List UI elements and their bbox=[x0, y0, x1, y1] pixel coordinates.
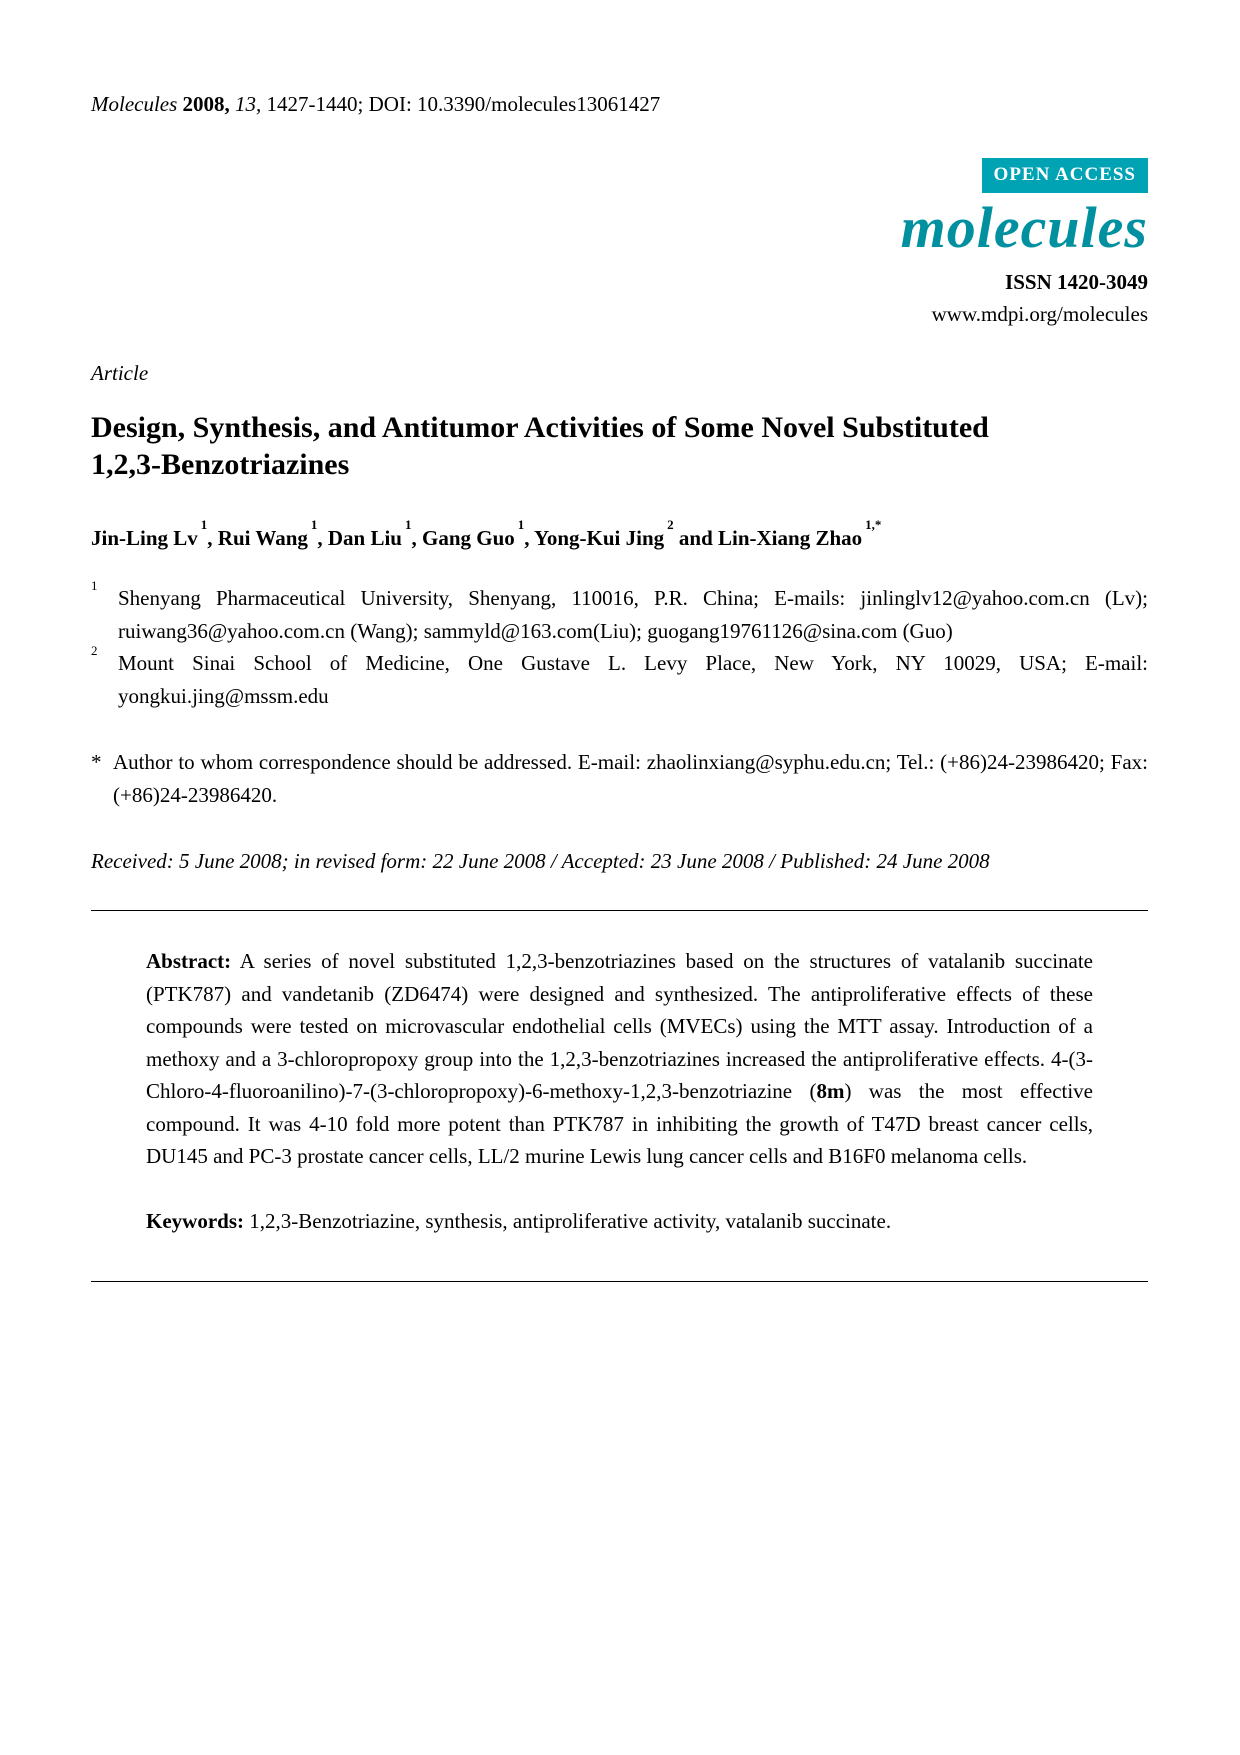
affiliation-text: Shenyang Pharmaceutical University, Shenyang, 110016, P.R. China; E-mails: jinlinglv12@yahoo.com.cn (Lv); ruiwang36@yahoo.com.cn (Wang); sammyld@163.com(Liu); guogang19761126@sina.com (Guo) bbox=[118, 586, 1148, 643]
journal-citation bbox=[91, 88, 1148, 121]
affiliation-marker-number: 2 bbox=[91, 643, 98, 659]
affiliation-marker bbox=[91, 643, 118, 712]
journal-logo: molecules bbox=[900, 194, 1148, 260]
compound-8m-bold: 8m bbox=[816, 1079, 845, 1104]
keywords-label: Keywords: bbox=[146, 1208, 244, 1233]
keywords-section bbox=[146, 1205, 1093, 1238]
abstract-label: Abstract: bbox=[146, 949, 232, 973]
author-name: Jin-Ling Lv bbox=[91, 525, 198, 550]
affiliation-item bbox=[91, 643, 1148, 712]
open-access-row bbox=[91, 157, 1148, 193]
author-name: Lin-Xiang Zhao bbox=[718, 525, 863, 550]
author-name: Dan Liu bbox=[327, 525, 402, 550]
journal-year: 2008, bbox=[182, 92, 230, 116]
author-affiliation-sup: 1,* bbox=[865, 516, 882, 532]
keywords-text: 1,2,3-Benzotriazine, synthesis, antiproliferative activity, vatalanib succinate. bbox=[249, 1208, 892, 1233]
journal-pages-doi: 1427-1440; DOI: 10.3390/molecules13061427 bbox=[266, 92, 661, 116]
issn-number: ISSN 1420-3049 bbox=[1005, 269, 1148, 294]
author bbox=[534, 516, 718, 550]
affiliation-text: Mount Sinai School of Medicine, One Gustave L. Levy Place, New York, NY 10029, USA; E-mail: yongkui.jing@mssm.edu bbox=[118, 651, 1148, 708]
author-separator: and bbox=[673, 525, 718, 550]
divider-bottom bbox=[91, 1281, 1148, 1282]
author-name: Rui Wang bbox=[217, 525, 308, 550]
author-affiliation-sup: 1 bbox=[405, 516, 412, 532]
correspondence-note bbox=[91, 746, 1148, 811]
author-affiliation-sup: 2 bbox=[667, 516, 674, 532]
abstract-section bbox=[146, 945, 1093, 1173]
journal-volume: 13, bbox=[235, 92, 262, 116]
abstract-text-1: A series of novel substituted 1,2,3-benzotriazines based on the structures of vatalanib succinate (PTK787) and vandetanib (ZD6474) were designed and synthesized. The antiproliferative effects of these compounds were tested on microvascular endothelial cells (MVECs) using the MTT assay. Introduction of a methoxy and a 3-chloropropoxy group into the 1,2,3-benzotriazines increased the antiproliferative effects. 4-(3-Chloro-4-fluoroanilino)-7-(3-chloropropoxy)-6-methoxy-1,2,3-benzotriazine ( bbox=[146, 949, 1094, 1104]
author-separator: , bbox=[524, 525, 535, 550]
author-name: Gang Guo bbox=[422, 525, 515, 550]
article-title: Design, Synthesis, and Antitumor Activities of Some Novel Substituted 1,2,3-Benzotriazines bbox=[91, 411, 989, 482]
author-affiliation-sup: 1 bbox=[517, 516, 525, 532]
author-separator: , bbox=[411, 525, 422, 550]
article-type-label: Article bbox=[91, 360, 149, 385]
author bbox=[91, 516, 218, 550]
journal-website-url: www.mdpi.org/molecules bbox=[931, 302, 1148, 327]
divider-top bbox=[91, 910, 1148, 911]
author bbox=[422, 516, 535, 550]
journal-brand-block bbox=[91, 157, 1148, 331]
affiliations-list bbox=[91, 578, 1148, 712]
author-separator: , bbox=[207, 525, 218, 550]
affiliation-marker bbox=[91, 578, 118, 647]
journal-name: Molecules bbox=[91, 92, 178, 116]
author bbox=[217, 516, 328, 550]
author-name: Yong-Kui Jing bbox=[534, 525, 665, 550]
affiliation-item bbox=[91, 578, 1148, 647]
article-history-dates: Received: 5 June 2008; in revised form: 22 June 2008 / Accepted: 23 June 2008 / Published: 24 June 2008 bbox=[91, 849, 990, 874]
open-access-badge: OPEN ACCESS bbox=[982, 158, 1148, 193]
correspondence-marker: * bbox=[91, 750, 102, 775]
abstract-text-2: ) was the most effective compound. It was 4-10 fold more potent than PTK787 in inhibiting the growth of T47D breast cancer cells, DU145 and PC-3 prostate cancer cells, LL/2 murine Lewis lung cancer cells and B16F0 melanoma cells. bbox=[146, 1079, 1094, 1169]
author bbox=[718, 516, 882, 550]
author-affiliation-sup: 1 bbox=[310, 516, 318, 532]
affiliation-marker-number: 1 bbox=[91, 578, 98, 594]
correspondence-text: Author to whom correspondence should be addressed. E-mail: zhaolinxiang@syphu.edu.cn; Tel.: (+86)24-23986420; Fax: (+86)24-23986420. bbox=[113, 750, 1148, 807]
authors-line bbox=[91, 516, 1148, 555]
author-separator: , bbox=[317, 525, 328, 550]
author-affiliation-sup: 1 bbox=[200, 516, 208, 532]
author bbox=[327, 516, 422, 550]
